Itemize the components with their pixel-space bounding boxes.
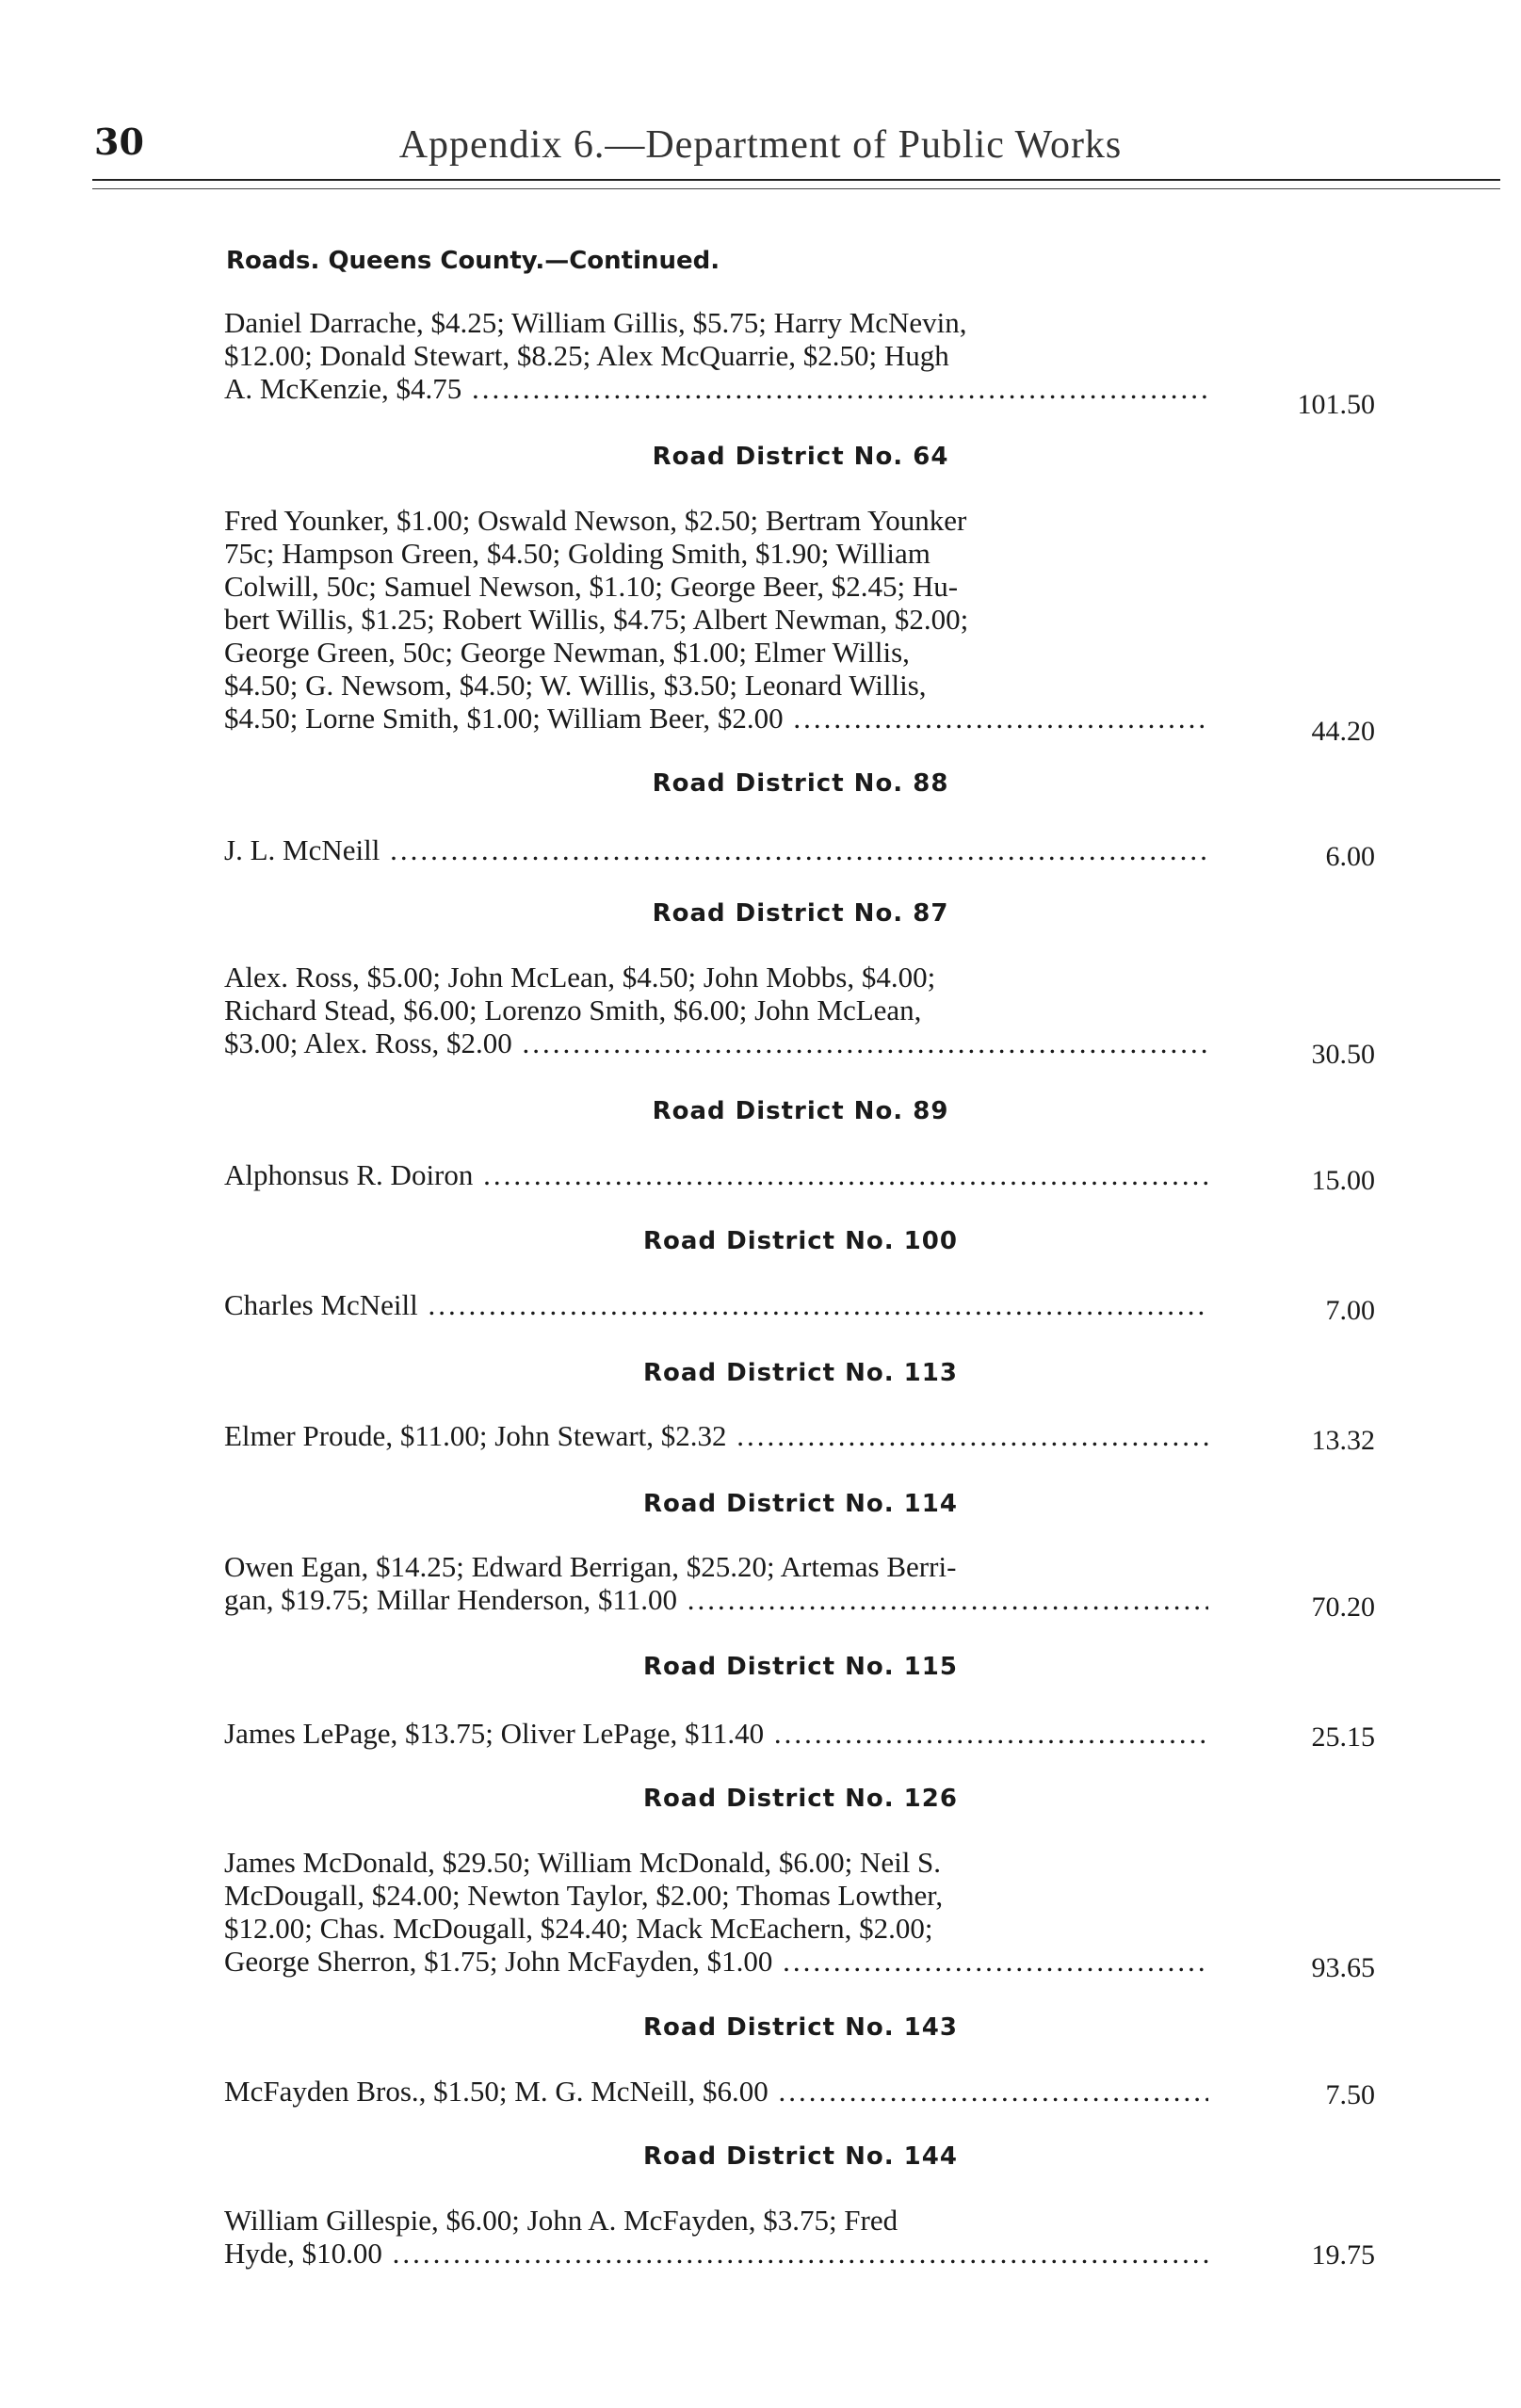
- entry-line: McFayden Bros., $1.50; M. G. McNeill, $6.00 .....: [224, 2075, 1208, 2108]
- entry-amount: 13.32: [1311, 1425, 1375, 1456]
- entry-block: [224, 2075, 1208, 2108]
- entry-block: [224, 1158, 1208, 1191]
- entry-line: Alphonsus R. Doiron .....: [224, 1158, 1208, 1191]
- entry-amount: 30.50: [1311, 1039, 1375, 1070]
- district-heading: Road District No. 100: [643, 1227, 958, 1255]
- entry-line: A. McKenzie, $4.75 .....: [224, 372, 1208, 405]
- entry-line: George Sherron, $1.75; John McFayden, $1.00 .....: [224, 1945, 1208, 1978]
- entry-amount: 15.00: [1311, 1165, 1375, 1196]
- entry-block: [224, 1419, 1208, 1452]
- entry-line: $12.00; Chas. McDougall, $24.40; Mack McEachern, $2.00;: [224, 1912, 933, 1945]
- entry-amount: 7.00: [1325, 1295, 1375, 1326]
- entry-amount: 19.75: [1311, 2239, 1375, 2271]
- entry-line: Alex. Ross, $5.00; John McLean, $4.50; John Mobbs, $4.00;: [224, 961, 936, 994]
- district-heading: Road District No. 113: [643, 1359, 958, 1387]
- entry-line: Fred Younker, $1.00; Oswald Newson, $2.50; Bertram Younker: [224, 504, 967, 537]
- district-heading: Road District No. 87: [652, 899, 949, 928]
- district-heading: Road District No. 88: [652, 769, 949, 798]
- entry-line: $4.50; Lorne Smith, $1.00; William Beer, $2.00 .....: [224, 702, 1208, 735]
- entry-line: J. L. McNeill .....: [224, 833, 1208, 866]
- district-heading: Road District No. 143: [643, 2013, 958, 2042]
- district-heading: Road District No. 144: [643, 2142, 958, 2171]
- entry-amount: 93.65: [1311, 1952, 1375, 1983]
- entry-line: Elmer Proude, $11.00; John Stewart, $2.32 .....: [224, 1419, 1208, 1452]
- header-rule-thin: [92, 188, 1500, 189]
- district-heading: Road District No. 115: [643, 1653, 958, 1681]
- header-rule: [92, 179, 1500, 181]
- district-heading: Road District No. 114: [643, 1490, 958, 1518]
- district-heading: Road District No. 89: [652, 1097, 949, 1125]
- entry-amount: 101.50: [1297, 389, 1375, 420]
- entry-amount: 25.15: [1311, 1721, 1375, 1753]
- entry-block: [224, 504, 1208, 735]
- entry-line: William Gillespie, $6.00; John A. McFayden, $3.75; Fred: [224, 2204, 898, 2237]
- entry-amount: 7.50: [1325, 2079, 1375, 2110]
- entry-line: Hyde, $10.00 .....: [224, 2237, 1208, 2270]
- entry-line: $4.50; G. Newsom, $4.50; W. Willis, $3.50; Leonard Willis,: [224, 669, 927, 702]
- entry-line: Charles McNeill .....: [224, 1288, 1208, 1321]
- entry-block: [224, 1288, 1208, 1321]
- continued-title: Roads. Queens County.—Continued.: [226, 247, 720, 275]
- entry-line: bert Willis, $1.25; Robert Willis, $4.75; Albert Newman, $2.00;: [224, 603, 969, 636]
- entry-block: [224, 1550, 1208, 1616]
- entry-line: gan, $19.75; Millar Henderson, $11.00 .....: [224, 1583, 1208, 1616]
- entry-amount: 44.20: [1311, 716, 1375, 747]
- entry-line: $3.00; Alex. Ross, $2.00 .....: [224, 1026, 1208, 1059]
- entry-line: $12.00; Donald Stewart, $8.25; Alex McQuarrie, $2.50; Hugh: [224, 339, 949, 372]
- district-heading: Road District No. 64: [652, 443, 949, 471]
- entry-line: McDougall, $24.00; Newton Taylor, $2.00; Thomas Lowther,: [224, 1879, 944, 1912]
- entry-block: [224, 833, 1208, 866]
- entry-line: Colwill, 50c; Samuel Newson, $1.10; George Beer, $2.45; Hu-: [224, 570, 959, 603]
- page-number: 30: [94, 121, 144, 163]
- entry-line: Owen Egan, $14.25; Edward Berrigan, $25.20; Artemas Berri-: [224, 1550, 957, 1583]
- entry-line: Richard Stead, $6.00; Lorenzo Smith, $6.00; John McLean,: [224, 994, 922, 1026]
- entry-line: George Green, 50c; George Newman, $1.00; Elmer Willis,: [224, 636, 910, 669]
- entry-block: [224, 2204, 1208, 2270]
- entry-block: [224, 1846, 1208, 1978]
- district-heading: Road District No. 126: [643, 1785, 958, 1813]
- entry-block: [224, 306, 1208, 405]
- entry-line: James McDonald, $29.50; William McDonald, $6.00; Neil S.: [224, 1846, 942, 1879]
- entry-block: [224, 1717, 1208, 1750]
- entry-line: James LePage, $13.75; Oliver LePage, $11.40 .....: [224, 1717, 1208, 1750]
- running-title: Appendix 6.—Department of Public Works: [398, 123, 1123, 167]
- entry-block: [224, 961, 1208, 1059]
- entry-line: 75c; Hampson Green, $4.50; Golding Smith, $1.90; William: [224, 537, 930, 570]
- entry-amount: 6.00: [1325, 841, 1375, 872]
- entry-amount: 70.20: [1311, 1592, 1375, 1623]
- entry-line: Daniel Darrache, $4.25; William Gillis, $5.75; Harry McNevin,: [224, 306, 967, 339]
